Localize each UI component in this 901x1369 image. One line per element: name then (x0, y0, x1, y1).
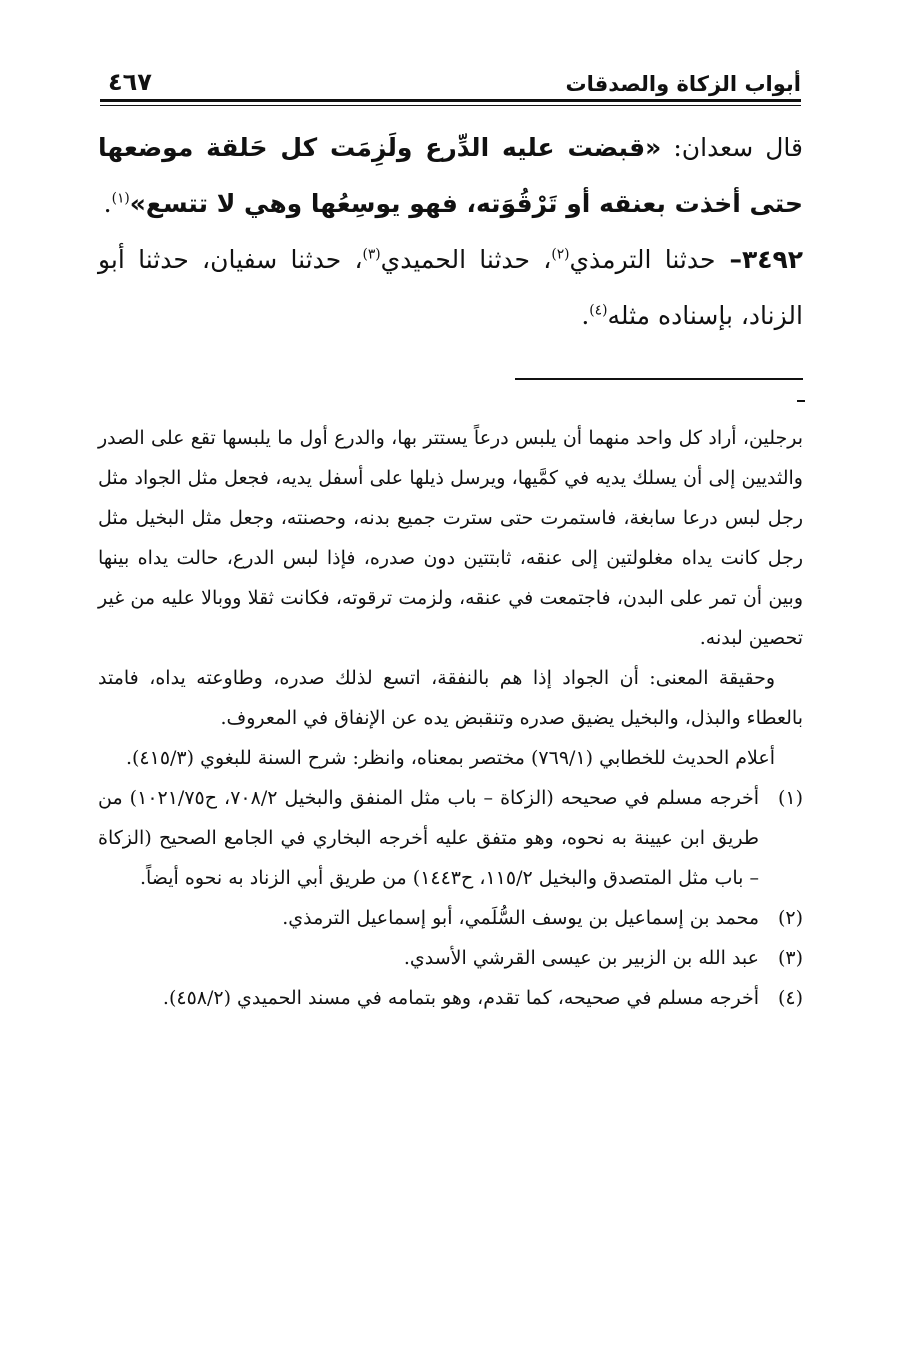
header-rule-thin (100, 105, 801, 106)
running-header (108, 60, 801, 96)
page-number: ٤٦٧ (108, 68, 152, 96)
footnote-number: (١) (777, 787, 803, 809)
footnote-4 (98, 978, 803, 1018)
footnotes-area (98, 418, 803, 1018)
continued-note-3: أعلام الحديث للخطابي (٧٦٩/١) مختصر بمعناه، وانظر: شرح السنة للبغوي (٤١٥/٣). (125, 747, 775, 769)
footnote-number: (٣) (777, 947, 803, 969)
isnad-part-3: ، حدثنا سفيان، حدثنا أبو الزناد، بإسناده مثله (98, 245, 803, 330)
footnote-3 (98, 938, 803, 978)
footnote-separator (515, 378, 803, 380)
footnote-number: (٢) (777, 907, 803, 929)
footnote-text: أخرجه مسلم في صحيحه (الزكاة – باب مثل المنفق والبخيل ٧٠٨/٢، ح١٠٢١/٧٥) من طريق ابن عيينة به نحوه، وهو متفق عليه أخرجه البخاري في الجامع الصحيح (الزكاة – باب مثل المتصدق والبخيل ١١٥/٢، ح١٤٤٣) من طريق أبي الزناد به نحوه أيضاً. (98, 787, 760, 889)
intro-text: قال سعدان: (661, 133, 803, 162)
footnote-2 (98, 898, 803, 938)
footnote-ref-3[interactable]: (٣) (362, 246, 381, 263)
footnote-1 (98, 778, 803, 898)
footnote-text: محمد بن إسماعيل بن يوسف السُّلَمي، أبو إسماعيل الترمذي. (282, 907, 759, 929)
continuation-mark (797, 400, 805, 402)
continued-note-1: برجلين، أراد كل واحد منهما أن يلبس درعاً يستتر بها، والدرع أول ما يلبسها تقع على الصدر والثديين إلى أن يسلك يديه في كمَّيها، ويرسل ذيلها على أسفل يديه، فجعل مثل الجواد مثل رجل لبس درعا سابغة، فاستمرت حتى سترت جميع بدنه، وحصنته، وجعل مثل البخيل مثل رجل كانت يداه مغلولتين إلى عنقه، ثابتتين دون صدره، فإذا لبس الدرع، حالت يداه بينها وبين أن تمر على البدن، فاجتمعت في عنقه، ولزمت ترقوته، فكانت ثقلا ووبالا عليه من غير تحصين لبدنه. (98, 427, 804, 649)
sentence-end: . (581, 301, 590, 330)
running-title: أبواب الزكاة والصدقات (565, 72, 801, 96)
paragraph-saadan (98, 120, 803, 232)
footnote-text: أخرجه مسلم في صحيحه، كما تقدم، وهو بتمامه في مسند الحميدي (٤٥٨/٢). (162, 987, 759, 1009)
hadith-number: ٣٤٩٢ (741, 245, 804, 274)
header-rule-thick (100, 99, 801, 102)
hadith-dash: – (715, 245, 742, 274)
isnad-part-2: ، حدثنا الحميدي (380, 245, 552, 274)
footnote-ref-1[interactable]: (١) (111, 190, 130, 207)
hadith-quote: «قبضت عليه الدِّرع ولَزِمَت كل حَلقة موضعها حتى أخذت بعنقه أو تَرْقُوَته، فهو يوسِعُها وهي لا تتسع» (98, 133, 803, 218)
footnote-number: (٤) (777, 987, 803, 1009)
continued-note-2: وحقيقة المعنى: أن الجواد إذا هم بالنفقة، اتسع لذلك صدره، وطاوعته يداه، فامتد بالعطاء والبذل، والبخيل يضيق صدره وتنقبض يده عن الإنفاق في المعروف. (98, 667, 803, 729)
footnote-ref-2[interactable]: (٢) (551, 246, 570, 263)
main-text (98, 120, 803, 344)
isnad-part-1: حدثنا الترمذي (569, 245, 716, 274)
hadith-3492 (98, 232, 803, 344)
sentence-end: . (103, 189, 112, 218)
footnote-ref-4[interactable]: (٤) (589, 302, 608, 319)
footnote-text: عبد الله بن الزبير بن عيسى القرشي الأسدي. (403, 947, 759, 969)
